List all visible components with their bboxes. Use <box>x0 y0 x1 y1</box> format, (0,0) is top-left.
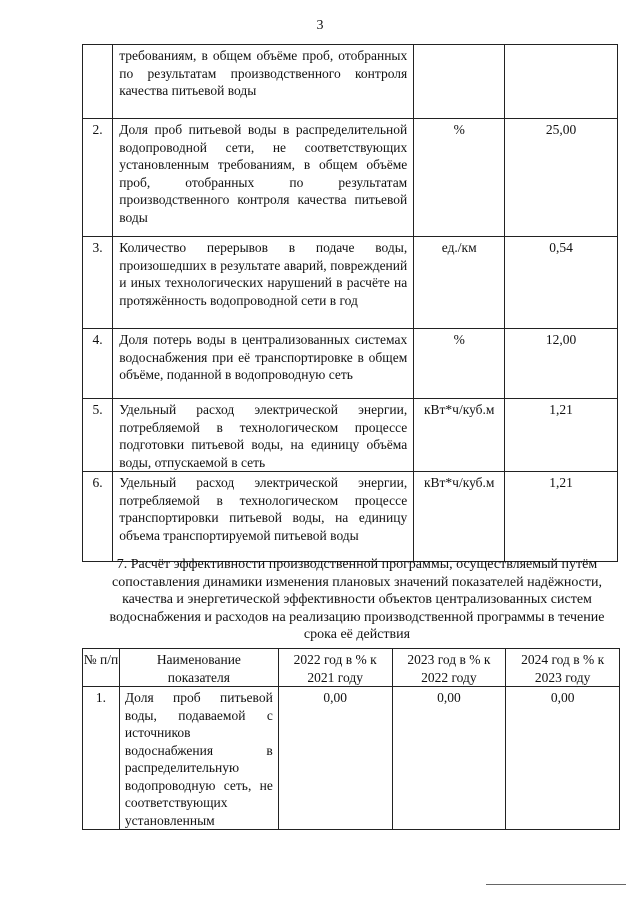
unit-cell <box>414 45 505 119</box>
value-cell: 25,00 <box>505 119 618 237</box>
indicator-name: требованиям, в общем объёме проб, отобранных по результатам производственного контроля качества питьевой воды <box>113 45 414 119</box>
table-header-row <box>83 649 620 687</box>
table-row <box>83 399 618 472</box>
header-indicator: Наименование показателя <box>119 649 278 687</box>
table-row <box>83 472 618 562</box>
table-row <box>83 237 618 329</box>
unit-cell: ед./км <box>414 237 505 329</box>
row-number: 4. <box>83 329 113 399</box>
value-cell: 1,21 <box>505 472 618 562</box>
unit-cell: % <box>414 329 505 399</box>
indicator-name: Удельный расход электрической энергии, потребляемой в технологическом процессе транспортировки питьевой воды, на единицу объема транспортируемой питьевой воды <box>113 472 414 562</box>
efficiency-table <box>82 648 620 830</box>
table-row <box>83 329 618 399</box>
indicator-name: Доля проб питьевой воды, подаваемой с источников водоснабжения в распределительную водопроводную сеть, не соответствующих установленным <box>119 687 278 830</box>
indicator-name: Количество перерывов в подаче воды, произошедших в результате аварий, повреждений и иных технологических нарушений в расчёте на протяжённость водопроводной сети в год <box>113 237 414 329</box>
table-row <box>83 687 620 830</box>
row-number: 2. <box>83 119 113 237</box>
table-row <box>83 119 618 237</box>
value-2023: 0,00 <box>392 687 506 830</box>
value-cell: 12,00 <box>505 329 618 399</box>
row-number: 6. <box>83 472 113 562</box>
section-heading: 7. Расчёт эффективности производственной программы, осуществляемый путём сопоставления динамики изменения плановых значений показателей надёжности, качества и энергетической эффективности объектов централизованных систем водоснабжения и расходов на реализацию производственной программы в течение срока её действия <box>109 557 605 642</box>
header-2024: 2024 год в % к 2023 году <box>506 649 620 687</box>
header-2022: 2022 год в % к 2021 году <box>278 649 392 687</box>
indicator-name: Доля потерь воды в централизованных системах водоснабжения при её транспортировке в общем объёме, поданной в водопроводную сеть <box>113 329 414 399</box>
page-number: 3 <box>316 18 324 33</box>
unit-cell: % <box>414 119 505 237</box>
unit-cell: кВт*ч/куб.м <box>414 472 505 562</box>
value-cell: 1,21 <box>505 399 618 472</box>
indicators-table <box>82 44 618 562</box>
value-2022: 0,00 <box>278 687 392 830</box>
row-number: 1. <box>83 687 120 830</box>
unit-cell: кВт*ч/куб.м <box>414 399 505 472</box>
value-2024: 0,00 <box>506 687 620 830</box>
indicator-name: Удельный расход электрической энергии, потребляемой в технологическом процессе подготовки питьевой воды, на единицу объёма воды, отпускаемой в сеть <box>113 399 414 472</box>
table-row <box>83 45 618 119</box>
indicator-name: Доля проб питьевой воды в распределительной водопроводной сети, не соответствующих установленным требованиям, в общем объёме проб, отобранных по результатам производственного контроля качества питьевой воды <box>113 119 414 237</box>
row-number: 5. <box>83 399 113 472</box>
row-number <box>83 45 113 119</box>
row-number: 3. <box>83 237 113 329</box>
footer-rule <box>486 884 626 885</box>
header-2023: 2023 год в % к 2022 году <box>392 649 506 687</box>
value-cell: 0,54 <box>505 237 618 329</box>
header-number: № п/п <box>83 649 120 687</box>
value-cell <box>505 45 618 119</box>
